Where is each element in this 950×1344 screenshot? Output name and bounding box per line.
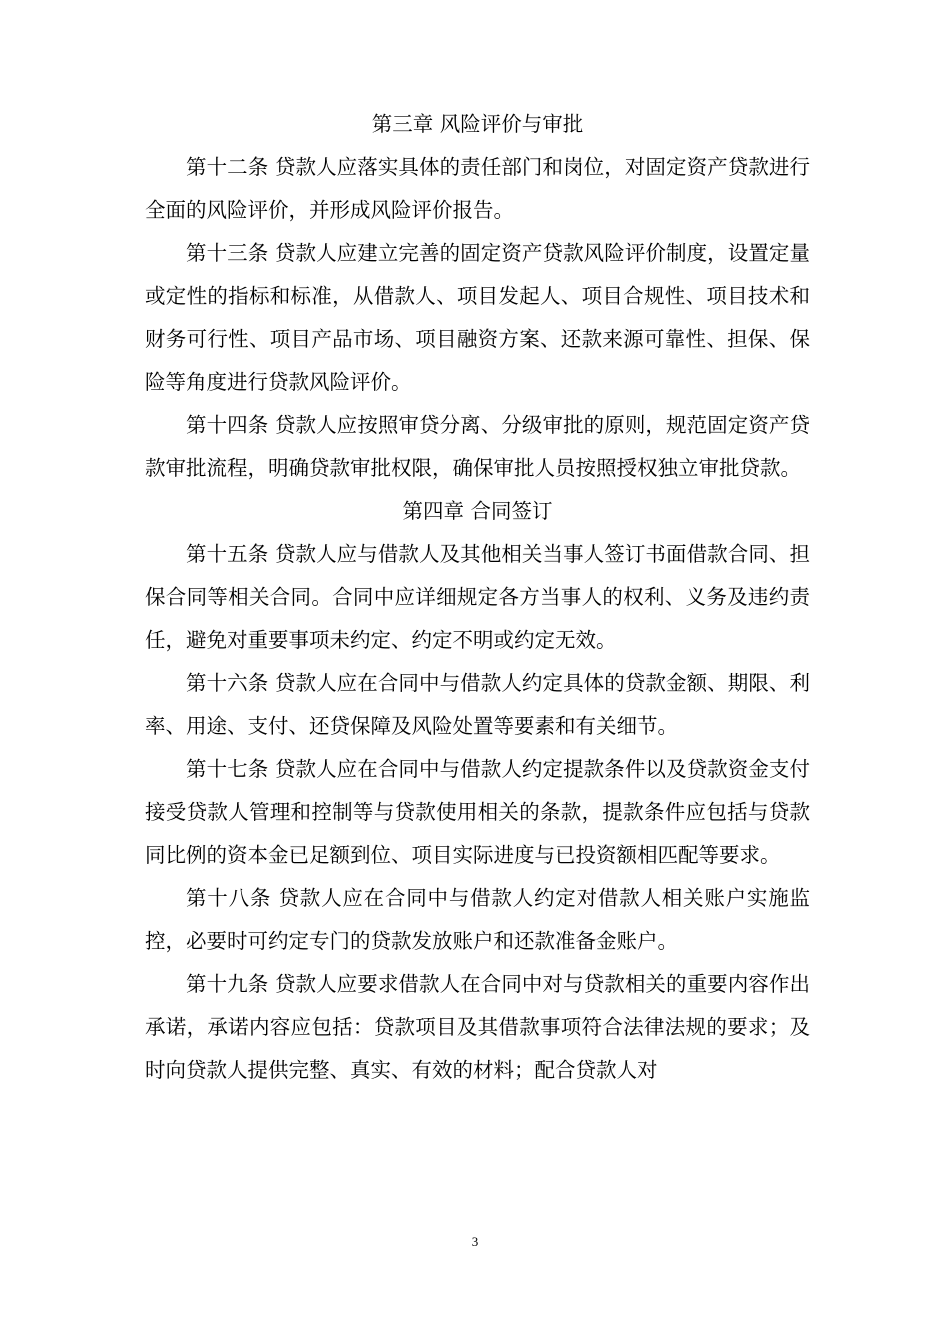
article-18-paragraph: 第十八条 贷款人应在合同中与借款人约定对借款人相关账户实施监控，必要时可约定专门的贷款发放账户和还款准备金账户。	[145, 886, 810, 953]
chapter-4-heading: 第四章 合同签订	[402, 499, 553, 523]
article-13-paragraph: 第十三条 贷款人应建立完善的固定资产贷款风险评价制度，设置定量或定性的指标和标准，从借款人、项目发起人、项目合规性、项目技术和财务可行性、项目产品市场、项目融资方案、还款来源可靠性、担保、保险等角度进行贷款风险评价。	[145, 241, 810, 394]
article-17-paragraph: 第十七条 贷款人应在合同中与借款人约定提款条件以及贷款资金支付接受贷款人管理和控制等与贷款使用相关的条款，提款条件应包括与贷款同比例的资本金已足额到位、项目实际进度与已投资额相匹配等要求。	[145, 757, 810, 867]
page-number: 3	[471, 1234, 479, 1249]
chapter-3-heading: 第三章 风险评价与审批	[371, 112, 584, 136]
article-12-paragraph: 第十二条 贷款人应落实具体的责任部门和岗位，对固定资产贷款进行全面的风险评价，并形成风险评价报告。	[145, 155, 810, 222]
document-body	[145, 103, 810, 1092]
article-19-paragraph: 第十九条 贷款人应要求借款人在合同中对与贷款相关的重要内容作出承诺，承诺内容应包括：贷款项目及其借款事项符合法律法规的要求；及时向贷款人提供完整、真实、有效的材料；配合贷款人对	[145, 972, 810, 1082]
article-14-paragraph: 第十四条 贷款人应按照审贷分离、分级审批的原则，规范固定资产贷款审批流程，明确贷款审批权限，确保审批人员按照授权独立审批贷款。	[145, 413, 810, 480]
article-15-paragraph: 第十五条 贷款人应与借款人及其他相关当事人签订书面借款合同、担保合同等相关合同。合同中应详细规定各方当事人的权利、义务及违约责任，避免对重要事项未约定、约定不明或约定无效。	[145, 542, 810, 652]
article-16-paragraph: 第十六条 贷款人应在合同中与借款人约定具体的贷款金额、期限、利率、用途、支付、还贷保障及风险处置等要素和有关细节。	[145, 671, 810, 738]
